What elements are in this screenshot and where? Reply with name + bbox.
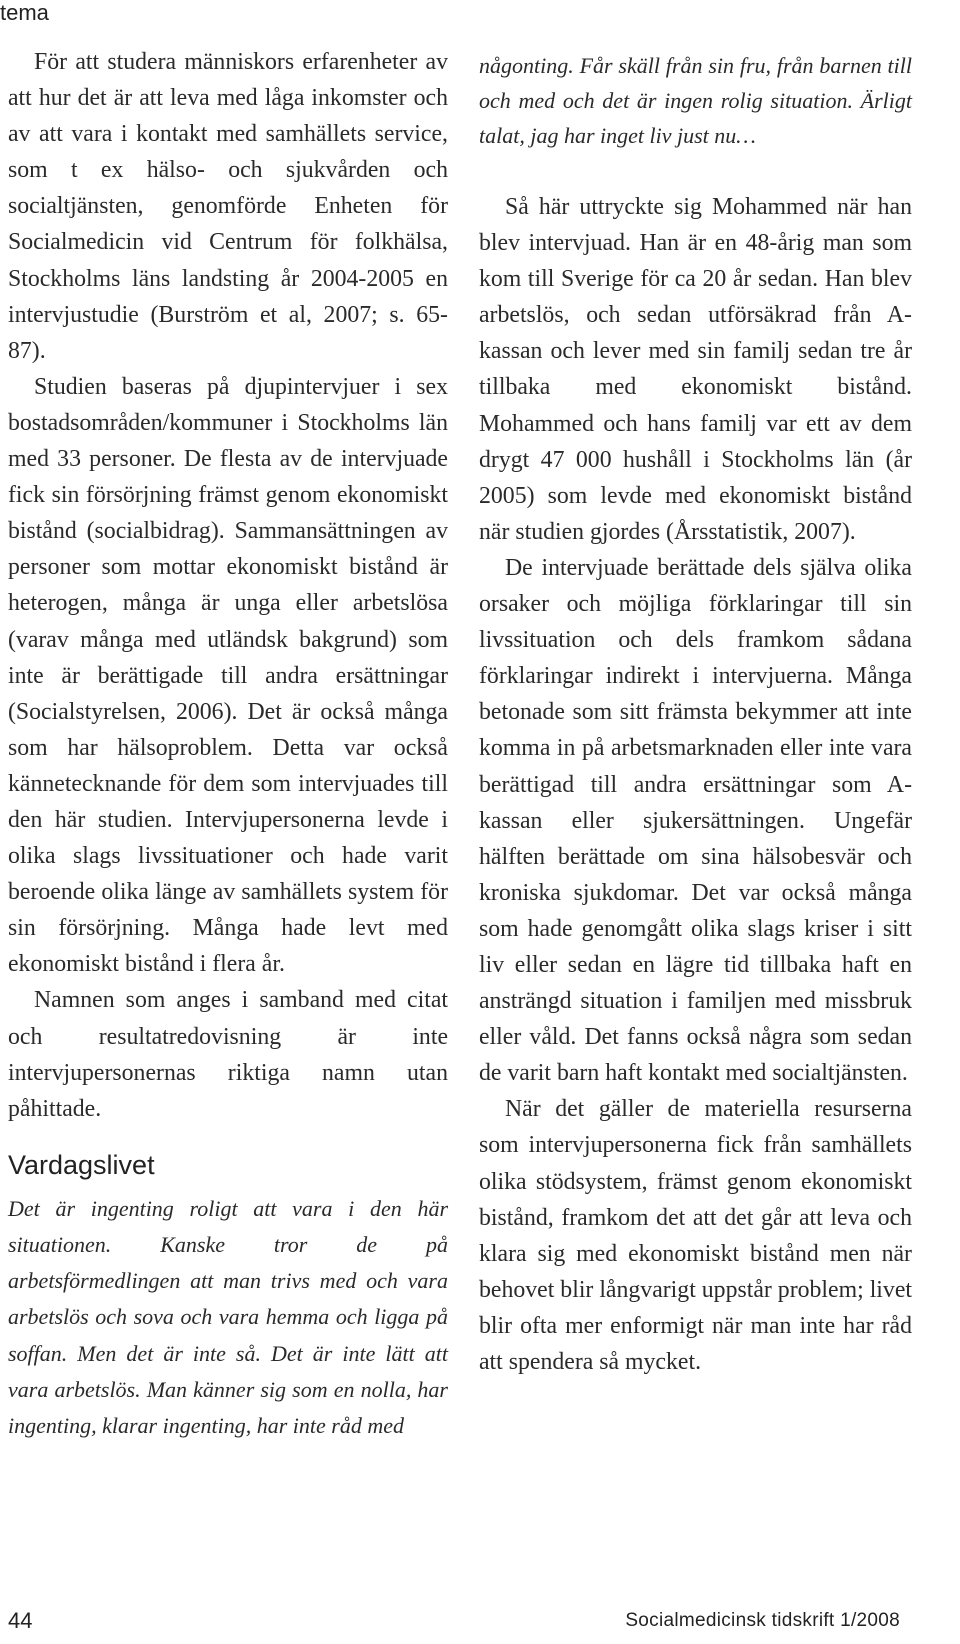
- paragraph-resources: När det gäller de materiella resurserna som intervjupersonerna fick från samhällets olika stödsystem, främst genom ekonomiskt bistånd, framkom det att det går att leva och klara sig med ekonomiskt bistånd men när behovet blir långvarigt uppstår problem; livet blir ofta mer enformigt när man inte har råd att spendera så mycket.: [479, 1096, 912, 1375]
- interview-quote-continued: någonting. Får skäll från sin fru, från barnen till och med och det är ingen rolig situation. Ärligt talat, jag har inget liv just nu…: [479, 53, 912, 148]
- interview-quote: Det är ingenting roligt att vara i den här situationen. Kanske tror de på arbetsförmedlingen att man trivs med och vara arbetslös och sova och vara hemma och ligga på soffan. Men det är inte så. Det är inte lätt att vara arbetslös. Man känner sig som en nolla, har ingenting, klarar ingenting, har inte råd med: [8, 1195, 448, 1439]
- left-column: [8, 44, 448, 1444]
- paragraph-mohammed: Så här uttryckte sig Mohammed när han blev intervjuad. Han är en 48-årig man som kom till Sverige för ca 20 år sedan. Han blev arbetslös, och sedan utförsäkrad från A-kassan och lever med sin familj sedan tre år tillbaka med ekonomiskt bistånd. Mohammed och hans familj var ett av dem drygt 47 000 hushåll i Stockholms län (år 2005) som levde med ekonomiskt bistånd när studien gjordes (Årsstatistik, 2007).: [479, 194, 912, 545]
- spacer: [479, 153, 912, 189]
- section-heading: Vardagslivet: [8, 1149, 155, 1180]
- right-column: [479, 48, 912, 1380]
- journal-title: Socialmedicinsk tidskrift 1/2008: [625, 1610, 900, 1631]
- paragraph-names: Namnen som anges i samband med citat och resultatredovisning är inte intervjupersonernas riktiga namn utan påhittade.: [8, 987, 448, 1122]
- section-tag: tema: [0, 0, 49, 25]
- paragraph-study: Studien baseras på djupintervjuer i sex bostadsområden/kommuner i Stockholms län med 33 personer. De flesta av de intervjuade fick sin försörjning främst genom ekonomiskt bistånd (socialbidrag). Sammansättningen av personer som mottar ekonomiskt bistånd är heterogen, många är unga eller arbetslösa (varav många med utländsk bakgrund) som inte är berättigade till andra ersättningar (Socialstyrelsen, 2006). Det är också många som har hälsoproblem. Detta var också kännetecknande för dem som intervjuades till den här studien. Intervjupersonerna levde i olika slags livssituationer och hade varit beroende olika länge av samhällets system för sin försörjning. Många hade levt med ekonomiskt bistånd i flera år.: [8, 373, 448, 978]
- paragraph-reasons: De intervjuade berättade dels själva olika orsaker och möjliga förklaringar till sin livssituation och dels framkom sådana förklaringar indirekt i intervjuerna. Många betonade som sitt främsta bekymmer att inte komma in på arbetsmarknaden eller inte vara berättigad till andra ersättningar som A-kassan eller sjukersättningen. Ungefär hälften berättade om sina hälsobesvär och kroniska sjukdomar. Det var också många som hade genomgått olika slags kriser i sitt liv eller sedan en lägre tid tillbaka haft en ansträngd situation i familjen med missbruk eller våld. Det fanns också några som sedan de varit barn haft kontakt med socialtjänsten.: [479, 554, 912, 1087]
- page-number: 44: [8, 1608, 33, 1633]
- paragraph-intro: För att studera människors erfarenheter av att hur det är att leva med låga inkomster och av att vara i kontakt med samhällets service, som t ex hälso- och sjukvården och socialtjänsten, genomförde Enheten för Socialmedicin vid Centrum för folkhälsa, Stockholms läns landsting år 2004-2005 en intervjustudie (Burström et al, 2007; s. 65-87).: [8, 49, 448, 364]
